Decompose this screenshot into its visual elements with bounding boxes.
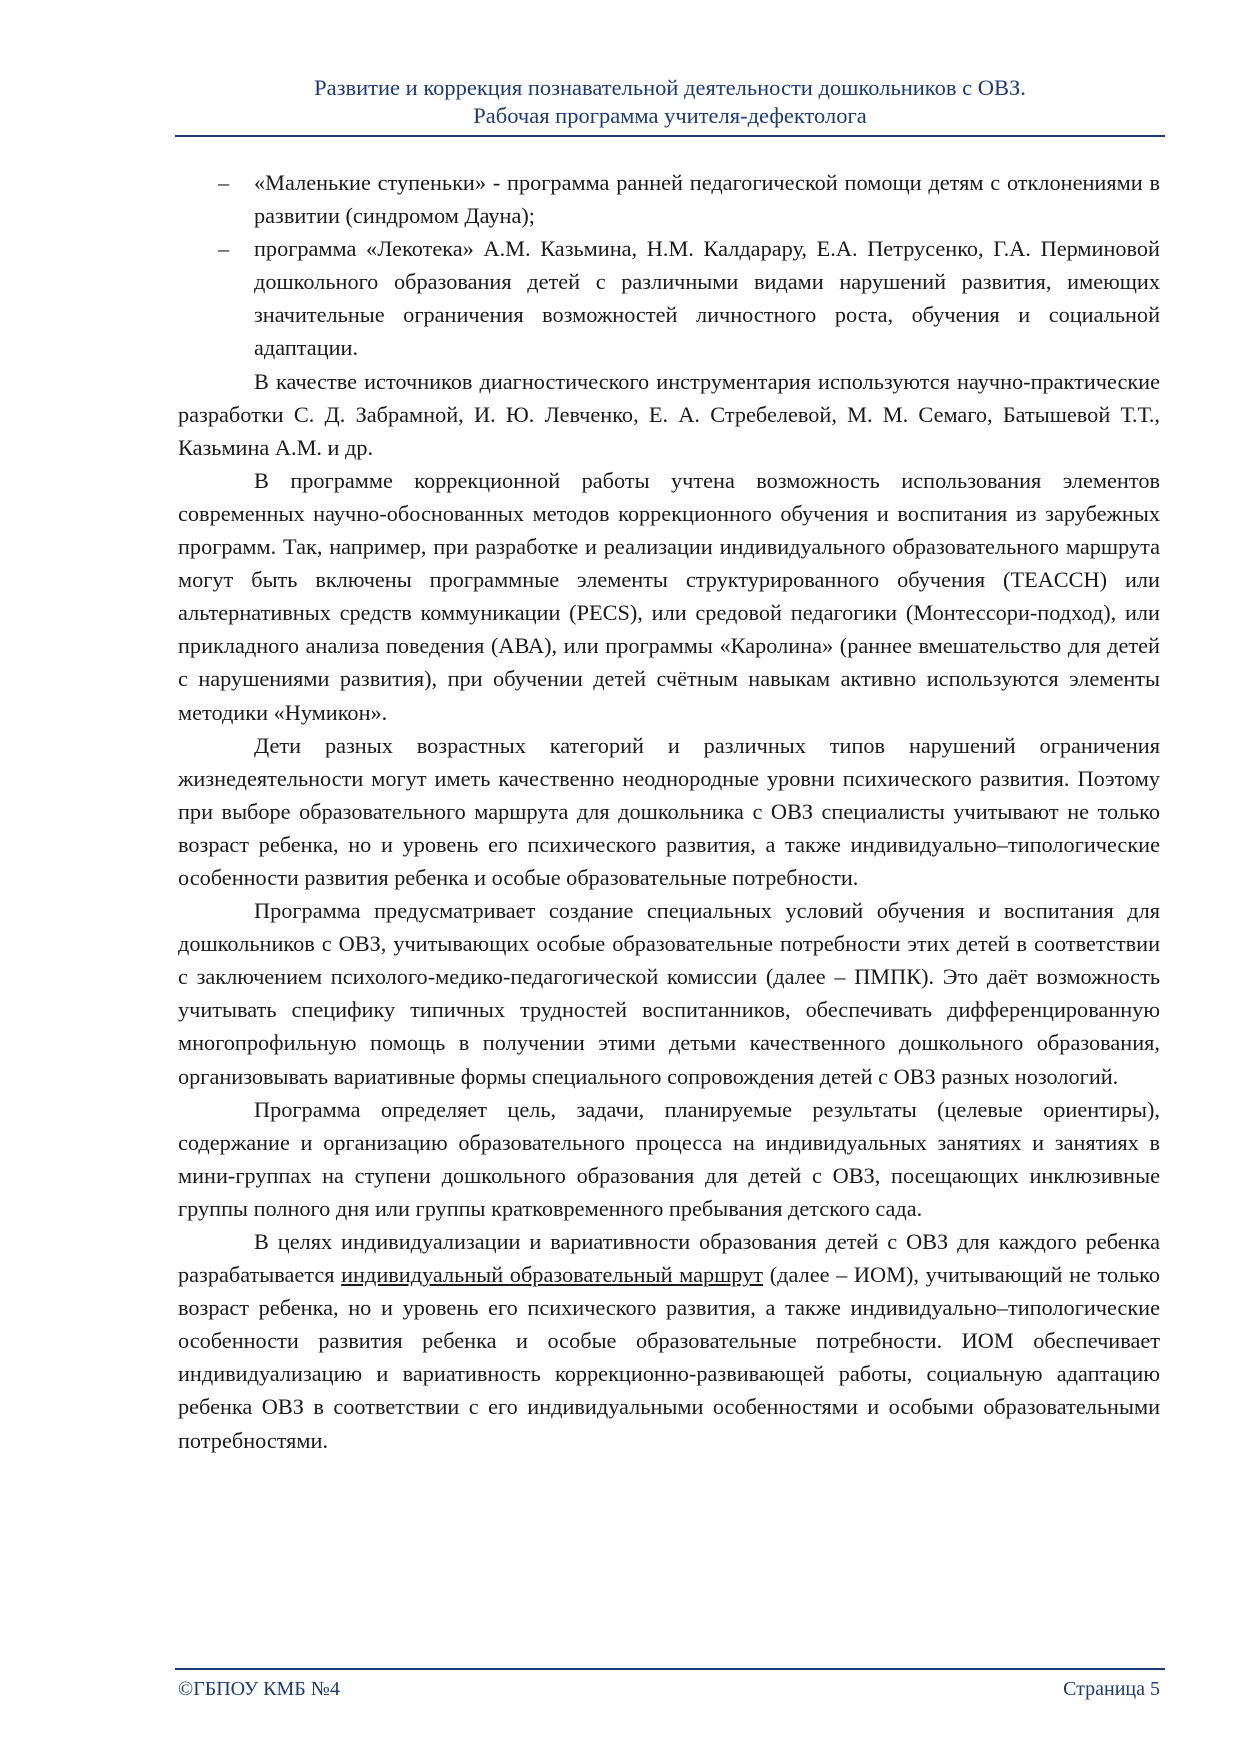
header-divider [175, 135, 1165, 137]
list-dash: – [218, 236, 230, 262]
list-item [178, 166, 1160, 232]
underlined-term: индивидуальный образовательный маршрут [341, 1262, 764, 1288]
paragraph-text: В целях индивидуализации и вариативности образования детей с ОВЗ для каждого ребенка разрабатывается [178, 1229, 1160, 1288]
page-number: Страница 5 [1063, 1678, 1160, 1700]
list-item-text: программа «Лекотека» А.М. Казьмина, Н.М. Калдарару, Е.А. Петрусенко, Г.А. Перминовой дошкольного образования детей с различными видами нарушений развития, имеющих значительные ограничения возможностей личностного роста, обучения и социальной адаптации. [254, 236, 1160, 361]
program-list [178, 166, 1160, 365]
header-title-line: Развитие и коррекция познавательной деятельности дошкольников с ОВЗ. [314, 75, 1026, 100]
running-header [175, 74, 1165, 130]
page-body [178, 166, 1160, 1457]
paragraph-program-scope: Программа определяет цель, задачи, планируемые результаты (целевые ориентиры), содержание и организацию образовательного процесса на индивидуальных занятиях и занятиях в мини-группах на ступени дошкольного образования для детей с ОВЗ, посещающих инклюзивные группы полного дня или группы кратковременного пребывания детского сада. [178, 1096, 1160, 1221]
footer-divider [175, 1668, 1165, 1670]
paragraph-special-conditions: Программа предусматривает создание специальных условий обучения и воспитания для дошкольников с ОВЗ, учитывающих особые образовательные потребности этих детей в соответствии с заключением психолого-медико-педагогической комиссии (далее – ПМПК). Это даёт возможность учитывать специфику типичных трудностей воспитанников, обеспечивать дифференцированную многопрофильную помощь в получении этими детьми качественного дошкольного образования, организовывать вариативные формы специального сопровождения детей с ОВЗ разных нозологий. [178, 898, 1160, 1089]
paragraph-development-levels: Дети разных возрастных категорий и различных типов нарушений ограничения жизнедеятельности могут иметь качественно неоднородные уровни психического развития. Поэтому при выборе образовательного маршрута для дошкольника с ОВЗ специалисты учитывают не только возраст ребенка, но и уровень его психического развития, а также индивидуально–типологические особенности развития ребенка и особые образовательные потребности. [178, 732, 1160, 890]
paragraph-methods: В программе коррекционной работы учтена возможность использования элементов современных научно-обоснованных методов коррекционного обучения и воспитания из зарубежных программ. Так, например, при разработке и реализации индивидуального образовательного маршрута могут быть включены программные элементы структурированного обучения (TEACCH) или альтернативных средств коммуникации (PECS), или средовой педагогики (Монтессори-подход), или прикладного анализа поведения (АВА), или программы «Каролина» (раннее вмешательство для детей с нарушениями развития), при обучении детей счётным навыкам активно используются элементы методики «Нумикон». [178, 467, 1160, 725]
paragraph-diagnostics: В качестве источников диагностического инструментария используются научно-практические разработки С. Д. Забрамной, И. Ю. Левченко, Е. А. Стребелевой, М. М. Семаго, Батышевой Т.Т., Казьмина А.М. и др. [178, 368, 1160, 460]
list-item-text: «Маленькие ступеньки» - программа ранней педагогической помощи детям с отклонениями в развитии (синдромом Дауна); [254, 170, 1160, 229]
header-subtitle-line: Рабочая программа учителя-дефектолога [473, 103, 867, 128]
paragraph-individual-route [178, 1225, 1160, 1457]
footer-copyright: ©ГБПОУ КМБ №4 [178, 1678, 340, 1700]
list-dash: – [218, 170, 230, 195]
list-item [178, 232, 1160, 364]
paragraph-text: (далее – ИОМ), учитывающий не только возраст ребенка, но и уровень его психического развития, а также индивидуально–типологические особенности развития ребенка и особые образовательные потребности. ИОМ обеспечивает индивидуализацию и вариативность коррекционно-развивающей работы, социальную адаптацию ребенка ОВЗ в соответствии с его индивидуальными особенностями и особыми образовательными потребностями. [178, 1262, 1160, 1453]
